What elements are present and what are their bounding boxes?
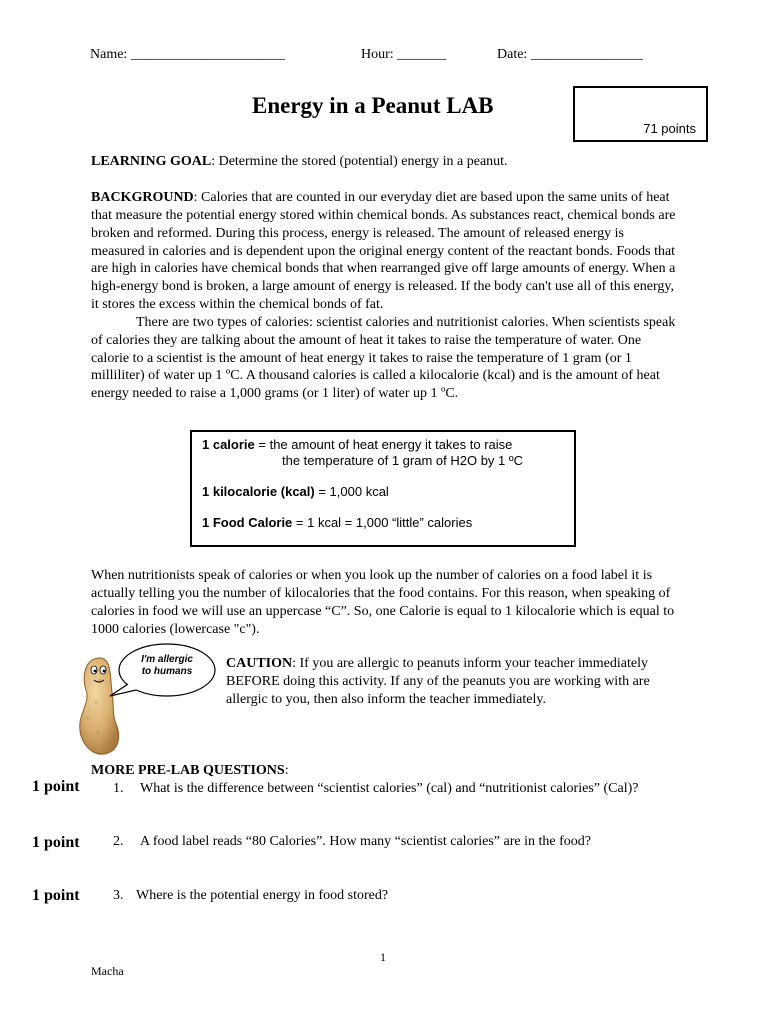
- points-box: [573, 86, 708, 142]
- caution-notice: [226, 655, 676, 709]
- food-calorie-definition: [202, 515, 472, 531]
- learning-goal-text: : Determine the stored (potential) energy in a peanut.: [211, 154, 508, 169]
- date-field[interactable]: Date: ________________: [497, 47, 643, 62]
- speech-line-2: to humans: [141, 666, 193, 677]
- page-title: Energy in a Peanut LAB: [252, 93, 494, 118]
- question-3-points: 1 point: [32, 887, 80, 904]
- nutrition-paragraph: When nutritionists speak of calories or when you look up the number of calories on a food label it is actually telling you the number of kilocalories that the food contains. For this reason, when speaking of calories in food we will use an uppercase “C”. So, one Calorie is equal to 1 kilocalorie which is equal to 1000 calories (lowercase "c").: [91, 568, 675, 637]
- calorie-def-line2: the temperature of 1 gram of H2O by 1 ºC: [282, 453, 524, 468]
- prelab-heading: [91, 762, 289, 780]
- background-paragraph-2: There are two types of calories: scientist calories and nutritionist calories. When scientists speak of calories they are talking about the amount of heat it takes to raise the temperature of water. One calorie to a scientist is the amount of heat energy it takes to raise the temperature of 1 gram (or 1 milliliter) of water up 1 ºC. A thousand calories is called a kilocalorie (kcal) and is the amount of heat energy needed to raise a 1,000 grams (or 1 liter) of water up 1 ºC.: [91, 314, 676, 402]
- hour-field[interactable]: Hour: _______: [361, 47, 447, 62]
- peanut-illustration: [70, 640, 230, 760]
- question-2-number: 2.: [113, 834, 124, 849]
- question-1-points: 1 point: [32, 778, 80, 795]
- background-text: : Calories that are counted in our everyday diet are based upon the same units of heat that measure the potential energy stored within chemical bonds. As substances react, chemical bonds are broken and reformed. During this process, energy is released. The amount of released energy is measured in calories and is dependent upon the original energy content of the reactant bonds. Foods that are high in calories have chemical bonds that when rearranged give off large amounts of energy. When a high-energy bond is broken, a large amount of energy is released. If the body can't use all of this energy, it stores the excess within the chemical bonds of fat.: [91, 190, 676, 313]
- page-number: 1: [380, 950, 386, 964]
- speech-bubble-text: [132, 654, 202, 678]
- background-section: [91, 189, 676, 403]
- kcal-term: 1 kilocalorie (kcal): [202, 484, 315, 499]
- name-field[interactable]: Name: ______________________: [90, 47, 285, 62]
- learning-goal: [91, 153, 676, 171]
- food-calorie-def: = 1 kcal = 1,000 “little” calories: [292, 515, 473, 530]
- food-calorie-term: 1 Food Calorie: [202, 515, 293, 530]
- definitions-box: [190, 430, 576, 547]
- background-paragraph-1: [91, 189, 676, 314]
- calorie-definition: [202, 437, 512, 453]
- background-label: BACKGROUND: [91, 190, 194, 205]
- question-3-text: Where is the potential energy in food stored?: [136, 888, 389, 903]
- question-1-text: What is the difference between “scientist calories” (cal) and “nutritionist calories” (Cal)?: [140, 781, 639, 796]
- calorie-def-line1: = the amount of heat energy it takes to raise: [254, 437, 513, 452]
- question-3-number: 3.: [113, 888, 124, 903]
- kcal-def: = 1,000 kcal: [314, 484, 389, 499]
- question-2-points: 1 point: [32, 834, 80, 851]
- points-total: 71 points: [643, 121, 696, 136]
- prelab-heading-label: MORE PRE-LAB QUESTIONS: [91, 763, 285, 778]
- learning-goal-label: LEARNING GOAL: [91, 154, 212, 169]
- prelab-heading-suffix: :: [284, 763, 289, 778]
- footer-author: Macha: [91, 964, 124, 978]
- caution-label: CAUTION: [226, 656, 293, 671]
- calorie-term: 1 calorie: [202, 437, 255, 452]
- caution-text: : If you are allergic to peanuts inform your teacher immediately BEFORE doing this activity. If any of the peanuts you are working with are allergic to you, then also inform the teacher immediately.: [226, 656, 650, 707]
- kilocalorie-definition: [202, 484, 389, 500]
- question-1-number: 1.: [113, 781, 124, 796]
- question-2-text: A food label reads “80 Calories”. How many “scientist calories” are in the food?: [140, 834, 591, 849]
- speech-line-1: I'm allergic: [141, 654, 193, 665]
